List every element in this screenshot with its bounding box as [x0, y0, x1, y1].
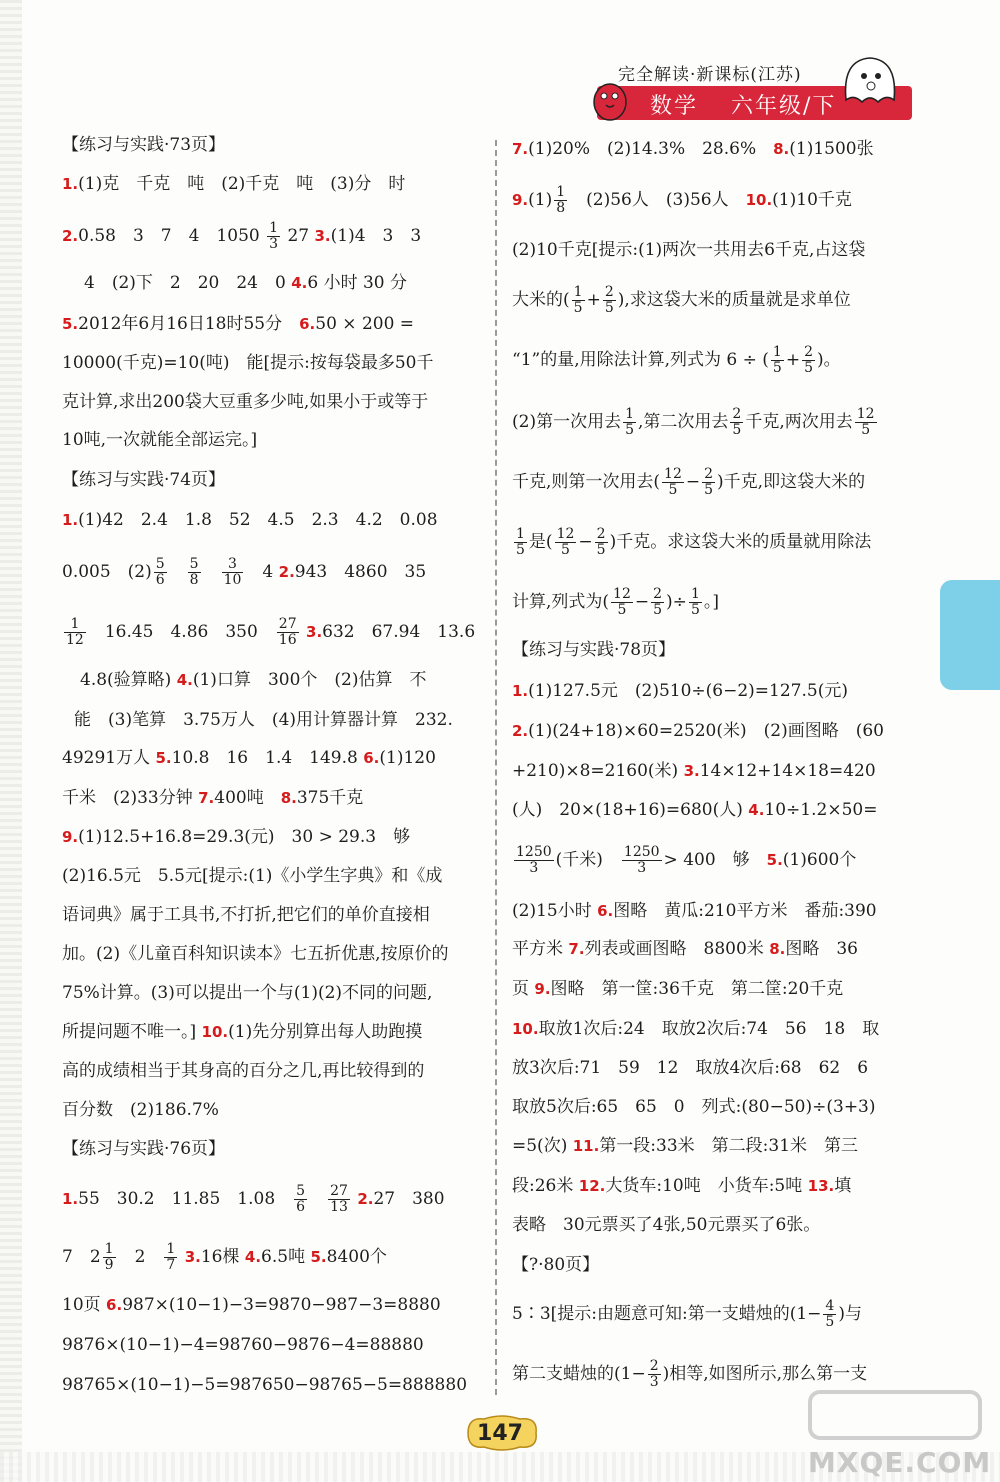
answer-line: 7.(1)20% (2)14.3% 28.6% 8.(1)1500张: [512, 139, 874, 159]
question-number: 4.: [748, 801, 765, 819]
question-number: 12.: [578, 1177, 606, 1195]
answer-line: 2.(1)(24+18)×60=2520(米) (2)画图略 (60: [512, 721, 884, 741]
question-number: 1.: [512, 682, 529, 700]
section-heading: 【练习与实践·76页】: [62, 1139, 226, 1159]
question-number: 2.: [512, 722, 529, 740]
fraction: $\frac{4}{5}$: [825, 1298, 835, 1330]
question-number: 8.: [280, 789, 297, 807]
answer-line: (2)第一次用去 $\frac{1}{5}$ ,第二次用去 $\frac{2}{5}$ 千克,两次用去 $\frac{12}{5}$: [512, 406, 875, 438]
answer-line: $\frac{1}{5}$ 是( $\frac{12}{5}$ − $\frac{2}{5}$ )千克。求这袋大米的质量就用除法: [516, 526, 872, 558]
question-number: 6.: [363, 749, 380, 767]
fraction: $\frac{1}{12}$: [66, 616, 84, 648]
answer-line: 千克,则第一次用去( $\frac{12}{5}$ − $\frac{2}{5}$ )千克,即这袋大米的: [512, 466, 866, 498]
answer-line: 9876×(10−1)−4=98760−9876−4=88880: [62, 1335, 424, 1355]
question-number: 6.: [106, 1296, 123, 1314]
question-number: 2.: [278, 563, 295, 581]
question-number: 7.: [512, 140, 529, 158]
fraction: $\frac{2}{5}$: [804, 344, 814, 376]
fraction: $\frac{1}{5}$: [516, 526, 525, 558]
answer-line: 2.0.58 3 7 4 1050 $\frac{1}{3}$ 27 3.(1)4 3 3: [62, 220, 422, 252]
answer-line: $\frac{1250}{3}$ (千米) $\frac{1250}{3}$ > 400 够 5.(1)600个: [516, 844, 857, 876]
question-number: 4.: [291, 274, 308, 292]
bird-mascot-icon: [588, 72, 632, 124]
fraction: $\frac{1}{9}$: [104, 1241, 114, 1273]
question-number: 6.: [299, 315, 316, 333]
answer-line: $\frac{1}{12}$ 16.45 4.86 350 $\frac{27}{16}$ 3.632 67.94 13.6: [66, 616, 476, 648]
answer-line: 10页 6.987×(10−1)−3=9870−987−3=8880: [62, 1295, 441, 1315]
fraction: $\frac{1}{5}$: [573, 284, 583, 316]
fraction: $\frac{1}{3}$: [269, 220, 279, 252]
question-number: 3.: [683, 762, 700, 780]
fraction: $\frac{1}{5}$: [690, 586, 700, 618]
question-number: 8.: [769, 940, 786, 958]
answer-line: (2)16.5元 5.5元[提示:(1)《小学生字典》和《成: [62, 866, 443, 886]
question-number: 11.: [572, 1137, 600, 1155]
answer-line: 计算,列式为( $\frac{12}{5}$ − $\frac{2}{5}$ )÷ $\frac{1}{5}$ 。]: [512, 586, 719, 618]
section-heading: 【?·80页】: [512, 1255, 600, 1275]
question-number: 1.: [62, 511, 79, 529]
answer-line: 1.55 30.2 11.85 1.08 $\frac{5}{6}$ $\frac{27}{13}$ 2.27 380: [62, 1183, 445, 1215]
fraction: $\frac{12}{5}$: [856, 406, 875, 438]
answer-line: 0.005 (2) $\frac{5}{6}$ $\frac{5}{8}$ $\frac{3}{10}$ 4 2.943 4860 35: [62, 556, 427, 588]
answer-line: (人) 20×(18+16)=680(人) 4.10÷1.2×50=: [512, 800, 878, 820]
fraction: $\frac{27}{13}$: [330, 1183, 348, 1215]
answer-line: 5.2012年6月16日18时55分 6.50 × 200 =: [62, 314, 415, 334]
answer-line: 49291万人 5.10.8 16 1.4 149.8 6.(1)120: [62, 748, 436, 768]
question-number: 10.: [201, 1023, 229, 1041]
answer-line: 取放5次后:65 65 0 列式:(80−50)÷(3+3): [512, 1097, 876, 1117]
question-number: 7.: [198, 789, 215, 807]
subject-grade: [650, 89, 836, 120]
question-number: 4.: [176, 671, 193, 689]
question-number: 10.: [745, 191, 773, 209]
fraction: $\frac{12}{5}$: [556, 526, 575, 558]
question-number: 6.: [597, 902, 614, 920]
answer-line: 98765×(10−1)−5=987650−98765−5=888880: [62, 1375, 468, 1395]
fraction: $\frac{2}{5}$: [704, 466, 714, 498]
answer-line: 平方米 7.列表或画图略 8800米 8.图略 36: [512, 939, 858, 959]
answer-line: 高的成绩相当于其身高的百分之几,再比较得到的: [62, 1061, 425, 1081]
answer-line: 9.(1) $\frac{1}{8}$ (2)56人 (3)56人 10.(1)10千克: [512, 184, 852, 216]
fraction: $\frac{1250}{3}$: [516, 844, 552, 876]
question-number: 7.: [568, 940, 585, 958]
fraction: $\frac{5}{6}$: [155, 556, 165, 588]
side-tab: [940, 580, 1000, 690]
ghost-mascot-icon: [838, 50, 902, 110]
fraction: $\frac{5}{6}$: [296, 1183, 306, 1215]
fraction: $\frac{3}{10}$: [223, 556, 242, 588]
fraction: $\frac{2}{5}$: [604, 284, 614, 316]
question-number: 3.: [306, 623, 323, 641]
answer-line: 第二支蜡烛的(1− $\frac{2}{3}$ )相等,如图所示,那么第一支: [512, 1358, 868, 1390]
fraction: $\frac{5}{8}$: [189, 556, 199, 588]
answer-line: 75%计算。(3)可以提出一个与(1)(2)不同的问题,: [62, 983, 433, 1003]
answer-line: 1.(1)42 2.4 1.8 52 4.5 2.3 4.2 0.08: [62, 510, 438, 530]
fraction: $\frac{27}{16}$: [278, 616, 297, 648]
answer-line: 7 2 $\frac{1}{9}$ 2 $\frac{1}{7}$ 3.16棵 4.6.5吨 5.8400个: [62, 1241, 387, 1273]
answer-line: 加。(2)《儿童百科知识读本》七五折优惠,按原价的: [62, 944, 449, 964]
question-number: 3.: [184, 1248, 201, 1266]
question-number: 9.: [62, 828, 79, 846]
answer-line: “1”的量,用除法计算,列式为 6 ÷ ( $\frac{1}{5}$ + $\frac{2}{5}$ )。: [512, 344, 841, 376]
answer-line: 1.(1)127.5元 (2)510÷(6−2)=127.5(元): [512, 681, 848, 701]
answer-line: 语词典》属于工具书,不打折,把它们的单价直接相: [62, 905, 430, 925]
fraction: $\frac{2}{3}$: [649, 1358, 659, 1390]
question-number: 4.: [244, 1248, 262, 1266]
watermark-text: MXQE.COM: [808, 1446, 992, 1479]
answer-line: 大米的( $\frac{1}{5}$ + $\frac{2}{5}$ ),求这袋大米的质量就是求单位: [512, 284, 851, 316]
answer-line: 所提问题不唯一。] 10.(1)先分别算出每人助跑摸: [62, 1022, 423, 1042]
question-number: 9.: [512, 191, 529, 209]
answer-line: +210)×8=2160(米) 3.14×12+14×18=420: [512, 761, 876, 781]
answer-line: 4.8(验算略) 4.(1)口算 300个 (2)估算 不: [80, 670, 427, 690]
question-number: 3.: [314, 227, 331, 245]
question-number: 9.: [534, 980, 551, 998]
question-number: 2.: [62, 227, 79, 245]
answer-line: 10000(千克)=10(吨) 能[提示:按每袋最多50千: [62, 353, 434, 373]
answer-line: 9.(1)12.5+16.8=29.3(元) 30 > 29.3 够: [62, 827, 411, 847]
subject-label: 数学: [650, 94, 699, 119]
grade-label: 六年级/下: [731, 94, 837, 119]
answer-line: 百分数 (2)186.7%: [62, 1100, 219, 1120]
answer-line: 1.(1)克 千克 吨 (2)千克 吨 (3)分 时: [62, 174, 406, 194]
question-number: 5.: [766, 851, 783, 869]
answer-line: 10吨,一次就能全部运完。]: [62, 430, 258, 450]
answer-line: 表略 30元票买了4张,50元票买了6张。: [512, 1215, 821, 1235]
answer-line: 10.取放1次后:24 取放2次后:74 56 18 取: [512, 1019, 880, 1039]
question-number: 1.: [62, 175, 79, 193]
answer-line: 千米 (2)33分钟 7.400吨 8.375千克: [62, 788, 364, 808]
question-number: 13.: [807, 1177, 835, 1195]
section-heading: 【练习与实践·74页】: [62, 470, 226, 490]
question-number: 8.: [773, 140, 790, 158]
column-divider: [495, 140, 497, 1395]
answer-line: 放3次后:71 59 12 取放4次后:68 62 6: [512, 1058, 869, 1078]
question-number: 5.: [62, 315, 79, 333]
answer-line: 4 (2)下 2 20 24 0 4.6 小时 30 分: [84, 273, 408, 293]
question-number: 5.: [310, 1248, 327, 1266]
fraction: $\frac{1}{5}$: [625, 406, 635, 438]
question-number: 10.: [512, 1020, 539, 1038]
answer-line: 能 (3)笔算 3.75万人 (4)用计算器计算 232.: [74, 710, 453, 730]
fraction: $\frac{1}{7}$: [166, 1241, 176, 1273]
question-number: 1.: [62, 1190, 79, 1208]
section-heading: 【练习与实践·78页】: [512, 640, 676, 660]
answer-line: 5∶3[提示:由题意可知:第一支蜡烛的(1− $\frac{4}{5}$ )与: [512, 1298, 862, 1330]
fraction: $\frac{1}{5}$: [772, 344, 782, 376]
page-number: 147: [477, 1421, 523, 1446]
question-number: 2.: [357, 1190, 374, 1208]
answer-line: (2)10千克[提示:(1)两次一共用去6千克,占这袋: [512, 240, 866, 260]
answer-line: 克计算,求出200袋大豆重多少吨,如果小于或等于: [62, 392, 429, 412]
answer-line: 页 9.图略 第一筐:36千克 第二筐:20千克: [512, 979, 844, 999]
fraction: $\frac{2}{5}$: [653, 586, 663, 618]
question-number: 5.: [155, 749, 172, 767]
fraction: $\frac{2}{5}$: [732, 406, 742, 438]
fraction: $\frac{1250}{3}$: [623, 844, 660, 876]
scan-edge-left: [0, 0, 22, 1482]
answer-line: =5(次) 11.第一段:33米 第二段:31米 第三: [512, 1136, 859, 1156]
answer-line: 段:26米 12.大货车:10吨 小货车:5吨 13.填: [512, 1176, 852, 1196]
fraction: $\frac{1}{8}$: [556, 184, 566, 216]
fraction: $\frac{12}{5}$: [613, 586, 631, 618]
section-heading: 【练习与实践·73页】: [62, 135, 226, 155]
fraction: $\frac{12}{5}$: [664, 466, 682, 498]
fraction: $\frac{2}{5}$: [596, 526, 606, 558]
series-title: 完全解读·新课标(江苏): [618, 65, 802, 85]
answer-line: (2)15小时 6.图略 黄瓜:210平方米 番茄:390: [512, 901, 877, 921]
